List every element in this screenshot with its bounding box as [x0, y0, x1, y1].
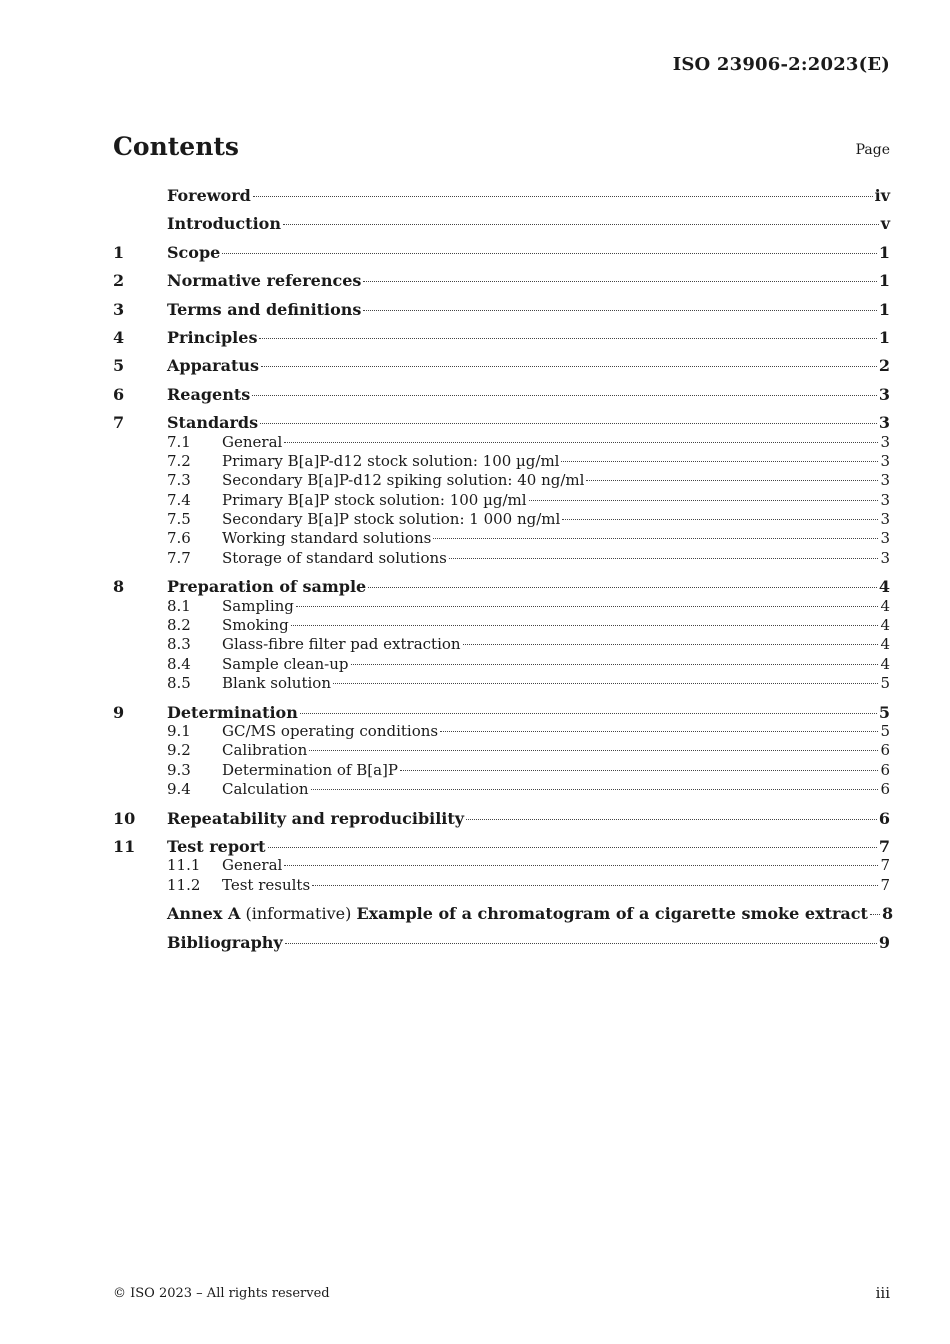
dot-leader	[363, 310, 876, 311]
dot-leader	[284, 442, 878, 443]
toc-entry-page: 1	[878, 327, 890, 347]
toc-entry-page: 5	[880, 721, 890, 740]
toc-subentry[interactable]	[113, 635, 890, 654]
toc-entry-title: Normative references	[167, 271, 362, 291]
toc-entry-title: Secondary B[a]P stock solution: 1 000 ng/ml	[222, 510, 561, 529]
toc-subentry[interactable]	[113, 674, 890, 693]
toc-entry-title: Secondary B[a]P-d12 spiking solution: 40 ng/ml	[222, 471, 585, 490]
toc-entry-title: Introduction	[167, 214, 281, 234]
toc-entry-page: 4	[880, 654, 890, 673]
toc-entry-page: 4	[880, 616, 890, 635]
toc-entry-number: 8	[113, 577, 125, 597]
contents-heading: Contents	[113, 132, 240, 161]
toc-entry-page: 3	[880, 471, 890, 490]
toc-entry-title: Primary B[a]P-d12 stock solution: 100 µg/ml	[222, 451, 560, 470]
toc-entry-page: 1	[878, 242, 890, 262]
toc-entry[interactable]	[113, 577, 890, 596]
toc-entry-page: 3	[880, 451, 890, 470]
dot-leader	[252, 395, 877, 396]
toc-entry-title: Foreword	[167, 186, 251, 205]
toc-entry-number: 7.7	[167, 548, 191, 567]
toc-entry-title: Calibration	[222, 741, 308, 760]
toc-entry-page: 3	[878, 384, 890, 404]
toc-entry-page: 3	[880, 432, 890, 451]
dot-leader	[870, 914, 880, 915]
toc-entry-number: 7.3	[167, 471, 191, 490]
toc-subentry[interactable]	[113, 452, 890, 471]
toc-entry-title: Calculation	[222, 780, 309, 799]
toc-entry-title: Terms and definitions	[167, 299, 362, 319]
dot-leader	[309, 750, 878, 751]
dot-leader	[222, 253, 877, 254]
dot-leader	[312, 885, 878, 886]
toc-entry-page: 6	[880, 760, 890, 779]
toc-subentry[interactable]	[113, 549, 890, 568]
toc-entry-number: 8.2	[167, 616, 191, 635]
toc-subentry[interactable]	[113, 616, 890, 635]
toc-entry-page: 4	[878, 577, 890, 597]
dot-leader	[268, 847, 877, 848]
toc-subentry[interactable]	[113, 856, 890, 875]
dot-leader	[562, 519, 878, 520]
toc-entry-title: Smoking	[222, 616, 289, 635]
toc-entry-page: 7	[878, 836, 890, 856]
toc-entry-number: 11.1	[167, 856, 201, 875]
toc-subentry[interactable]	[113, 433, 890, 452]
document-id: ISO 23906-2:2023(E)	[672, 54, 890, 75]
toc-entry-title: Test report	[167, 836, 266, 856]
toc-entry-title-part: Annex A	[167, 904, 241, 924]
toc-entry-title: Glass-fibre filter pad extraction	[222, 635, 461, 654]
toc-entry-page: 3	[880, 510, 890, 529]
toc-entry-number: 9.3	[167, 760, 191, 779]
dot-leader	[433, 538, 878, 539]
dot-leader	[466, 819, 877, 820]
toc-entry-page: 3	[880, 548, 890, 567]
toc-subentry[interactable]	[113, 471, 890, 490]
page-number: iii	[875, 1284, 890, 1302]
dot-leader	[261, 366, 877, 367]
toc-entry-number: 7.1	[167, 432, 191, 451]
toc-entry-title: Primary B[a]P stock solution: 100 µg/ml	[222, 490, 527, 509]
dot-leader	[296, 606, 879, 607]
toc-entry-title: Test results	[222, 875, 311, 894]
toc-entry-number: 9.1	[167, 721, 191, 740]
toc-entry-number: 4	[113, 327, 125, 347]
toc-entry-page: 6	[880, 780, 890, 799]
toc-entry-title: GC/MS operating conditions	[222, 721, 439, 740]
copyright-notice: © ISO 2023 – All rights reserved	[113, 1286, 330, 1301]
toc-entry-title: General	[222, 432, 283, 451]
toc-entry[interactable]	[113, 385, 890, 404]
toc-entry[interactable]	[113, 300, 890, 319]
toc-entry-title-part: (informative)	[240, 904, 357, 924]
toc-entry[interactable]	[113, 413, 890, 432]
toc-entry-page: 3	[880, 490, 890, 509]
toc-entry-page: 5	[880, 674, 890, 693]
dot-leader	[586, 480, 878, 481]
toc-entry-page: 3	[878, 413, 890, 433]
toc-entry-number: 7.6	[167, 529, 191, 548]
dot-leader	[300, 713, 877, 714]
toc-entry-page: 1	[878, 271, 890, 291]
toc-entry-number: 2	[113, 271, 125, 291]
dot-leader	[260, 423, 877, 424]
toc-entry[interactable]	[113, 904, 894, 924]
toc-entry-title: Blank solution	[222, 674, 331, 693]
toc-entry-number: 7.5	[167, 510, 191, 529]
toc-entry-title: Working standard solutions	[222, 529, 432, 548]
toc-entry-title: Repeatability and reproducibility	[167, 808, 465, 828]
dot-leader	[333, 683, 878, 684]
toc-entry-title: Sample clean-up	[222, 654, 349, 673]
toc-entry-title: Sampling	[222, 596, 294, 615]
toc-entry-number: 9	[113, 702, 125, 722]
dot-leader	[253, 196, 873, 197]
toc-entry-title: Reagents	[167, 384, 251, 404]
toc-entry-title: Bibliography	[167, 932, 283, 952]
toc-entry[interactable]	[113, 243, 890, 262]
toc-entry-title: Principles	[167, 327, 258, 347]
dot-leader	[283, 224, 879, 225]
dot-leader	[440, 731, 878, 732]
toc-entry-number: 11.2	[167, 875, 201, 894]
toc-entry-page: 4	[880, 635, 890, 654]
dot-leader	[259, 338, 876, 339]
toc-entry-number: 8.3	[167, 635, 191, 654]
toc-entry-page: 3	[880, 529, 890, 548]
toc-entry-page: 7	[880, 856, 890, 875]
toc-entry-page: 6	[878, 808, 890, 828]
dot-leader	[363, 281, 876, 282]
dot-leader	[463, 644, 879, 645]
dot-leader	[400, 770, 878, 771]
dot-leader	[311, 789, 879, 790]
toc-entry[interactable]	[113, 214, 890, 233]
toc-entry-page: 6	[880, 741, 890, 760]
toc-subentry[interactable]	[113, 597, 890, 616]
dot-leader	[529, 500, 879, 501]
toc-subentry[interactable]	[113, 741, 890, 760]
dot-leader	[351, 664, 879, 665]
dot-leader	[561, 461, 878, 462]
toc-entry[interactable]	[113, 809, 890, 828]
toc-entry-title: Scope	[167, 242, 221, 262]
toc-entry-page: 5	[878, 702, 890, 722]
toc-entry-page: 4	[880, 596, 890, 615]
toc-entry-title: Storage of standard solutions	[222, 548, 447, 567]
toc-entry[interactable]	[113, 933, 890, 952]
toc-entry-page: 9	[878, 932, 890, 952]
toc-entry-page: 2	[878, 356, 890, 376]
toc-subentry[interactable]	[113, 510, 890, 529]
dot-leader	[368, 587, 877, 588]
toc-entry-number: 7	[113, 413, 125, 433]
toc-entry-number: 8.5	[167, 674, 191, 693]
toc-subentry[interactable]	[113, 491, 890, 510]
toc-entry-number: 8.1	[167, 596, 191, 615]
toc-subentry[interactable]	[113, 761, 890, 780]
toc-entry-number: 1	[113, 242, 125, 262]
toc-entry-title: Apparatus	[167, 356, 259, 376]
table-of-contents	[113, 184, 894, 952]
toc-entry-title: General	[222, 856, 283, 875]
toc-entry-number: 9.2	[167, 741, 191, 760]
toc-entry-page: 7	[880, 875, 890, 894]
toc-entry-page: iv	[874, 186, 890, 205]
toc-entry-title	[167, 904, 868, 923]
toc-subentry[interactable]	[113, 876, 890, 895]
toc-entry-page: 1	[878, 299, 890, 319]
toc-entry-title: Standards	[167, 413, 259, 433]
toc-entry-number: 8.4	[167, 654, 191, 673]
toc-subentry[interactable]	[113, 780, 890, 799]
toc-entry[interactable]	[113, 328, 890, 347]
dot-leader	[285, 943, 877, 944]
toc-entry[interactable]	[113, 271, 890, 290]
toc-entry-number: 3	[113, 299, 125, 319]
dot-leader	[449, 558, 879, 559]
toc-entry-number: 6	[113, 384, 125, 404]
toc-entry[interactable]	[113, 837, 890, 856]
toc-entry-title: Determination of B[a]P	[222, 760, 399, 779]
toc-subentry[interactable]	[113, 529, 890, 548]
toc-entry[interactable]	[113, 186, 890, 205]
toc-entry-number: 7.4	[167, 490, 191, 509]
toc-entry-number: 7.2	[167, 451, 191, 470]
toc-entry-title: Preparation of sample	[167, 577, 367, 597]
toc-entry-page: v	[880, 214, 890, 234]
toc-entry[interactable]	[113, 356, 890, 375]
toc-entry-number: 9.4	[167, 780, 191, 799]
dot-leader	[291, 625, 879, 626]
page-column-label: Page	[855, 142, 890, 158]
dot-leader	[284, 865, 878, 866]
toc-entry[interactable]	[113, 703, 890, 722]
toc-subentry[interactable]	[113, 722, 890, 741]
toc-entry-title: Determination	[167, 702, 298, 722]
toc-entry-page: 8	[881, 904, 894, 924]
toc-entry-number: 11	[113, 836, 136, 856]
toc-entry-number: 10	[113, 808, 136, 828]
toc-entry-title-part: Example of a chromatogram of a cigarette smoke extract	[356, 904, 868, 924]
toc-subentry[interactable]	[113, 655, 890, 674]
toc-entry-number: 5	[113, 356, 125, 376]
